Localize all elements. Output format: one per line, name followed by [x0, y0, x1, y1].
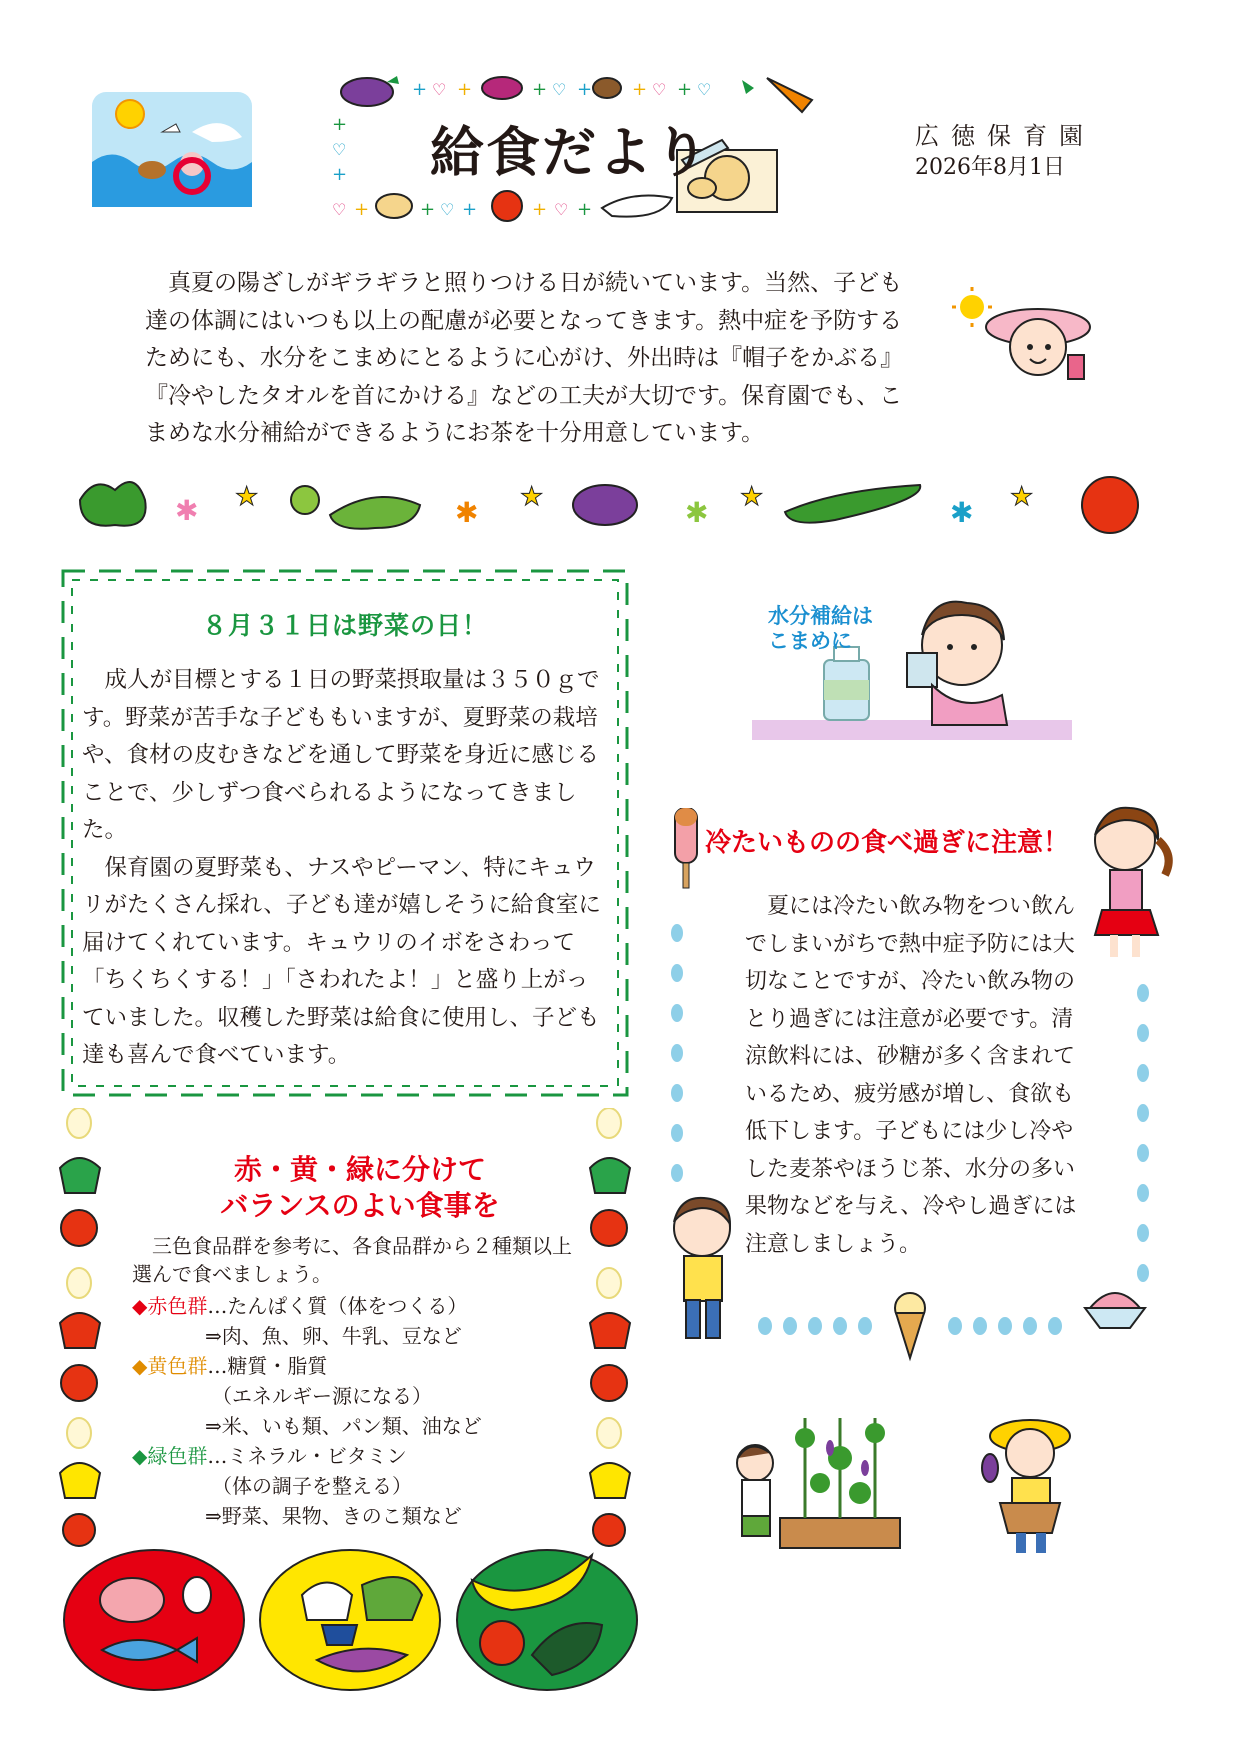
cold-foods-heading: 冷たいものの食べ過ぎに注意！: [705, 828, 1070, 858]
svg-text:♡: ♡: [554, 200, 569, 219]
food-plates-illustration: [62, 1525, 642, 1695]
svg-text:✱: ✱: [175, 494, 199, 527]
garden-boy-illustration: [720, 1408, 910, 1568]
intro-paragraph: 真夏の陽ざしがギラギラと照りつける日が続いています。当然、子ども達の体調にはいつも以上の配慮が必要となってきます。熱中症を予防するためにも、水分をこまめにとるように心がけ、外出時は『帽子をかぶる』『冷やしたタオルを首にかける』などの工夫が大切です。保育園でも、こまめな水分補給ができるようにお茶を十分用意しています。: [145, 270, 904, 446]
food-group-yellow: [132, 1351, 327, 1381]
svg-text:+: +: [532, 79, 548, 100]
page-title: 給食だより: [430, 121, 710, 184]
svg-text:+: +: [457, 79, 473, 100]
vegetable-border-row: [75, 470, 1155, 540]
food-group-green-name: 緑色群: [147, 1444, 208, 1468]
food-group-red: [132, 1291, 467, 1321]
svg-text:+: +: [532, 199, 548, 220]
food-group-green-nutrients: …ミネラル・ビタミン: [207, 1444, 407, 1468]
food-group-yellow-nutrients: …糖質・脂質: [207, 1354, 328, 1378]
food-group-yellow-name: 黄色群: [147, 1354, 208, 1378]
svg-text:♡: ♡: [552, 80, 567, 99]
svg-text:♡: ♡: [697, 80, 712, 99]
food-group-green-marker: ◆: [132, 1444, 148, 1468]
vegetable-day-paragraph-1: 成人が目標とする１日の野菜摂取量は３５０ｇです。野菜が苦手な子どももいますが、夏野菜の栽培や、食材の皮むきなどを通して野菜を身近に感じることで、少しずつ食べられるようになってきました。: [82, 667, 600, 843]
svg-text:★: ★: [1010, 482, 1034, 512]
svg-text:+: +: [577, 79, 593, 100]
svg-text:✱: ✱: [455, 496, 479, 529]
cold-foods-body: 夏には冷たい飲み物をつい飲んでしまいがちで熱中症予防には大切なことですが、冷たい飲み物のとり過ぎには注意が必要です。清涼飲料には、砂糖が多く含まれているため、疲労感が増し、食欲も低下します。子どもには少し冷やした麦茶やほうじ茶、水分の多い果物などを与え、冷やし過ぎには注意しましょう。: [745, 894, 1077, 1257]
vegetable-day-body: [82, 662, 610, 1075]
svg-text:♡: ♡: [432, 80, 447, 99]
svg-text:+: +: [332, 164, 348, 185]
food-groups-intro: [132, 1232, 572, 1288]
svg-text:♡: ♡: [440, 200, 455, 219]
svg-text:✱: ✱: [950, 496, 974, 529]
vegetable-day-heading: ８月３１日は野菜の日！: [201, 611, 488, 640]
food-groups-heading-line2: バランスのよい食事を: [220, 1189, 500, 1222]
food-group-red-examples: ⇒肉、魚、卵、牛乳、豆など: [205, 1324, 462, 1348]
svg-text:+: +: [332, 114, 348, 135]
svg-text:★: ★: [235, 482, 259, 512]
svg-text:+: +: [354, 199, 370, 220]
svg-text:✱: ✱: [685, 496, 709, 529]
svg-text:★: ★: [740, 482, 764, 512]
food-group-yellow-role: （エネルギー源になる）: [212, 1384, 432, 1408]
svg-text:+: +: [577, 199, 593, 220]
svg-text:+: +: [462, 199, 478, 220]
issue-date: 2026年8月1日: [915, 155, 1065, 180]
beach-illustration: [92, 92, 252, 207]
girl-with-hat-illustration: [950, 285, 1100, 395]
girl-illustration: [1080, 800, 1180, 970]
svg-text:★: ★: [520, 482, 544, 512]
svg-text:♡: ♡: [332, 200, 347, 219]
food-group-green: [132, 1441, 407, 1471]
hydration-label-line2: こまめに: [768, 629, 852, 653]
girl-with-basket-illustration: [970, 1408, 1080, 1558]
school-name: 広徳保育園: [915, 122, 1095, 150]
food-groups-intro-text: 三色食品群を参考に、各食品群から２種類以上選んで食べましょう。: [132, 1234, 572, 1286]
svg-text:+: +: [632, 79, 648, 100]
boy-illustration: [660, 1190, 750, 1345]
hydration-label: [768, 604, 873, 654]
vegetable-day-paragraph-2: 保育園の夏野菜も、ナスやピーマン、特にキュウリがたくさん採れ、子ども達が嬉しそうに給食室に届けてくれています。キュウリのイボをさわって「ちくちくする！」「さわれたよ！」と盛り上がっていました。収穫した野菜は給食に使用し、子ども達も喜んで食べています。: [82, 854, 601, 1068]
hydration-label-line1: 水分補給は: [768, 604, 873, 628]
svg-text:♡: ♡: [332, 140, 347, 159]
food-group-red-marker: ◆: [132, 1294, 148, 1318]
food-group-red-name: 赤色群: [147, 1294, 208, 1318]
food-group-yellow-marker: ◆: [132, 1354, 148, 1378]
food-groups-heading: [160, 1152, 560, 1224]
food-groups-heading-line1: 赤・黄・緑に分けて: [233, 1153, 486, 1186]
food-group-green-role: （体の調子を整える）: [212, 1474, 412, 1498]
food-group-yellow-examples: ⇒米、いも類、パン類、油など: [205, 1414, 482, 1438]
svg-text:+: +: [677, 79, 693, 100]
svg-text:+: +: [412, 79, 428, 100]
food-group-red-nutrients: …たんぱく質（体をつくる）: [207, 1294, 468, 1318]
svg-text:+: +: [420, 199, 436, 220]
food-group-green-examples: ⇒野菜、果物、きのこ類など: [205, 1504, 462, 1528]
svg-text:♡: ♡: [652, 80, 667, 99]
